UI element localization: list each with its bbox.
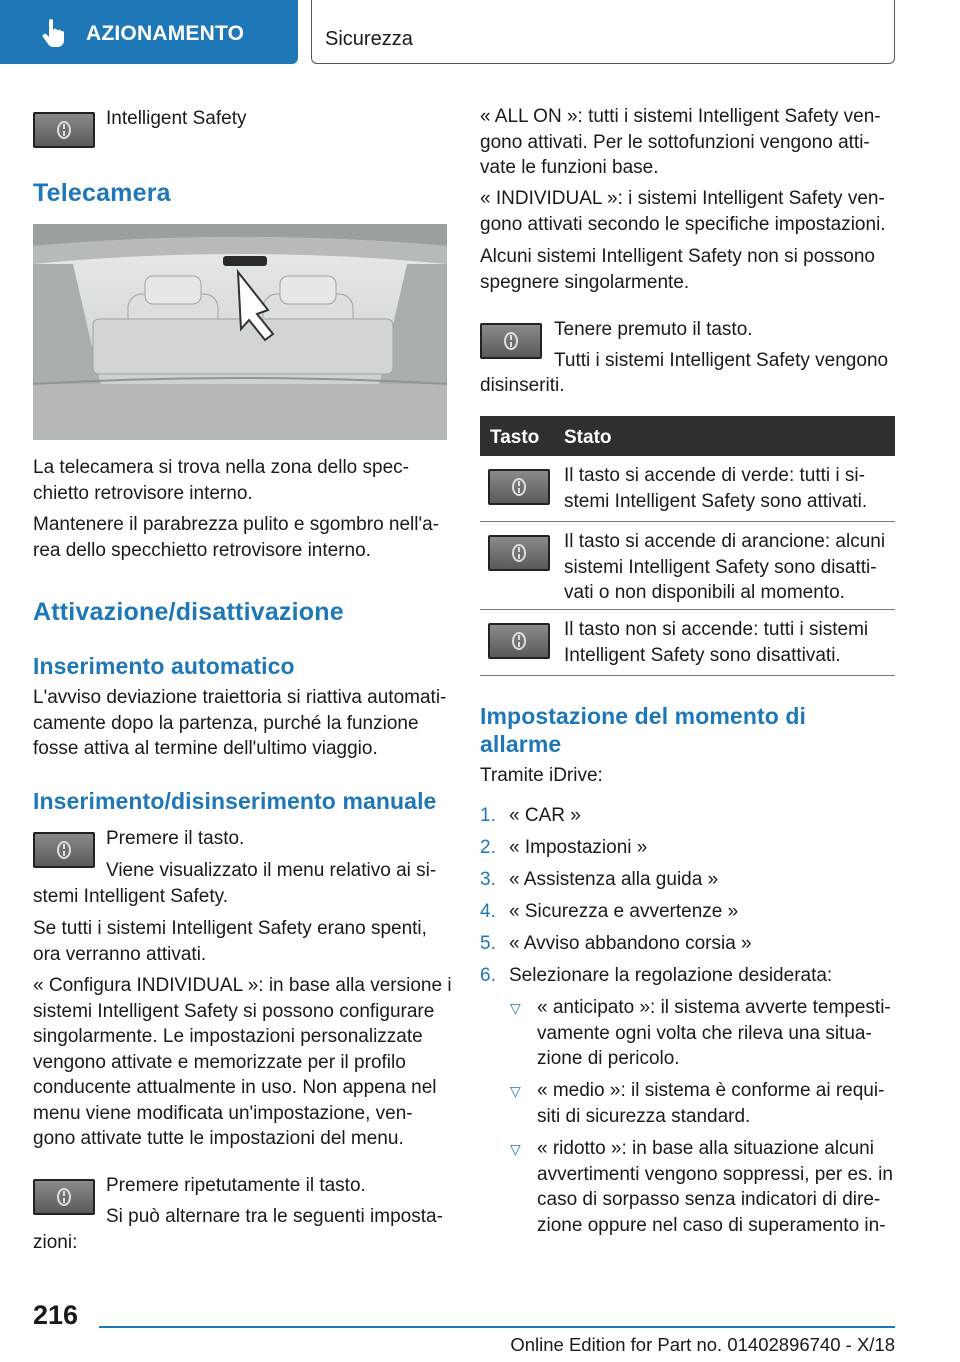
footer-edition: Online Edition for Part no. 01402896740 - X/18 (510, 1334, 895, 1355)
step-text: « Assistenza alla guida » (509, 869, 719, 890)
hold-continuation: disinseriti. (480, 375, 565, 396)
table-row-state: Il tasto si accende di arancione: alcuni sistemi Intelligent Safety sono disatti- vati o non disponibili al momento. (564, 531, 886, 603)
option-anticipato: « anticipato »: il sistema avverte tempesti- vamente ogni volta che rileva una situa- zione di pericolo. (537, 997, 891, 1069)
step-number: 5. (480, 933, 496, 954)
status-table-header (480, 416, 895, 456)
heading-activation: Attivazione/disattivazione (33, 598, 344, 626)
hold-button-line-2: Tutti i sistemi Intelligent Safety vengono (554, 350, 889, 371)
table-row-state: Il tasto non si accende: tutti i sistemi Intelligent Safety sono disattivati. (564, 619, 869, 666)
step-text: « Avviso abbandono corsia » (509, 933, 752, 954)
auto-paragraph: L'avviso deviazione traiettoria si riattiva automati- camente dopo la partenza, purché la funzione fosse attiva al termine dell'ultimo viaggio. (33, 687, 447, 759)
step-text: « Sicurezza e avvertenze » (509, 901, 739, 922)
step-number: 6. (480, 965, 496, 986)
page-number: 216 (33, 1300, 79, 1330)
heading-manual-activation: Inserimento/disinserimento manuale (33, 788, 437, 814)
table-row (480, 610, 895, 676)
intro-button-label: Intelligent Safety (106, 108, 247, 129)
table-row-state: Il tasto si accende di verde: tutti i si- stemi Intelligent Safety sono attivati. (564, 465, 868, 512)
step-number: 4. (480, 901, 496, 922)
manual-button-line-2: Viene visualizzato il menu relativo ai si- (106, 860, 437, 881)
manual-paragraph-3: « Configura INDIVIDUAL »: in base alla versione i sistemi Intelligent Safety si possono configurare singolarmente. Le impostazioni personalizzate vengono attivate e memorizzate per il profilo conducente attualmente in uso. Non appena nel menu viene modificata un'impostazione, ven- gono attivate tutte le impostazioni del menu. (33, 975, 452, 1149)
safety-button-icon-repeat (33, 1179, 95, 1215)
manual-continuation: stemi Intelligent Safety. (33, 886, 229, 907)
step-text: « Impostazioni » (509, 837, 648, 858)
repeat-button-line-1: Premere ripetutamente il tasto. (106, 1175, 366, 1196)
footer-rule (99, 1326, 895, 1328)
header-subsection-title: Sicurezza (325, 28, 413, 50)
paragraph-some-systems: Alcuni sistemi Intelligent Safety non si possono spegnere singolarmente. (480, 246, 875, 293)
table-header-key: Tasto (490, 427, 540, 448)
triangle-bullet-icon: ▽ (510, 1000, 521, 1016)
heading-camera: Telecamera (33, 179, 171, 207)
safety-button-icon-off (488, 623, 550, 659)
hand-pointer-icon (40, 18, 66, 48)
camera-location-illustration (33, 224, 447, 440)
hold-button-line-1: Tenere premuto il tasto. (554, 319, 753, 340)
option-ridotto: « ridotto »: in base alla situazione alcuni avvertimenti vengono soppressi, per es. in caso di sorpasso senza indicatori di dire- zione oppure nel caso di superamento in- (537, 1138, 893, 1236)
safety-button-icon-hold (480, 323, 542, 359)
triangle-bullet-icon: ▽ (510, 1141, 521, 1157)
manual-paragraph-2: Se tutti i sistemi Intelligent Safety erano spenti, ora verranno attivati. (33, 918, 427, 965)
step-text: « CAR » (509, 805, 581, 826)
safety-button-icon (33, 832, 95, 868)
repeat-button-line-2: Si può alternare tra le seguenti imposta- (106, 1206, 443, 1227)
triangle-bullet-icon: ▽ (510, 1083, 521, 1099)
step-number: 2. (480, 837, 496, 858)
camera-paragraph-1: La telecamera si trova nella zona dello spec- chietto retrovisore interno. (33, 457, 409, 504)
paragraph-all-on: « ALL ON »: tutti i sistemi Intelligent Safety ven- gono attivati. Per le sottofunzioni vengono atti- vate le funzioni base. (480, 106, 881, 178)
option-medio: « medio »: il sistema è conforme ai requi- siti di sicurezza standard. (537, 1080, 885, 1127)
step-number: 3. (480, 869, 496, 890)
safety-button-icon-orange (488, 535, 550, 571)
table-row (480, 522, 895, 610)
heading-auto-activation: Inserimento automatico (33, 653, 295, 679)
step-text: Selezionare la regolazione desiderata: (509, 965, 833, 986)
table-header-state: Stato (564, 427, 612, 448)
idrive-intro: Tramite iDrive: (480, 765, 603, 786)
intelligent-safety-button-icon (33, 112, 95, 148)
header-section-tab (0, 0, 298, 64)
heading-alarm-timing: Impostazione del momento di allarme (480, 703, 807, 757)
camera-paragraph-2: Mantenere il parabrezza pulito e sgombro nell'a- rea dello specchietto retrovisore interno. (33, 514, 440, 561)
header-section-title: AZIONAMENTO (86, 22, 245, 45)
table-row (480, 456, 895, 522)
paragraph-individual: « INDIVIDUAL »: i sistemi Intelligent Safety ven- gono attivati secondo le specifiche impostazioni. (480, 188, 886, 235)
repeat-continuation: zioni: (33, 1232, 78, 1253)
step-number: 1. (480, 805, 496, 826)
safety-button-icon-green (488, 469, 550, 505)
manual-button-line-1: Premere il tasto. (106, 828, 245, 849)
